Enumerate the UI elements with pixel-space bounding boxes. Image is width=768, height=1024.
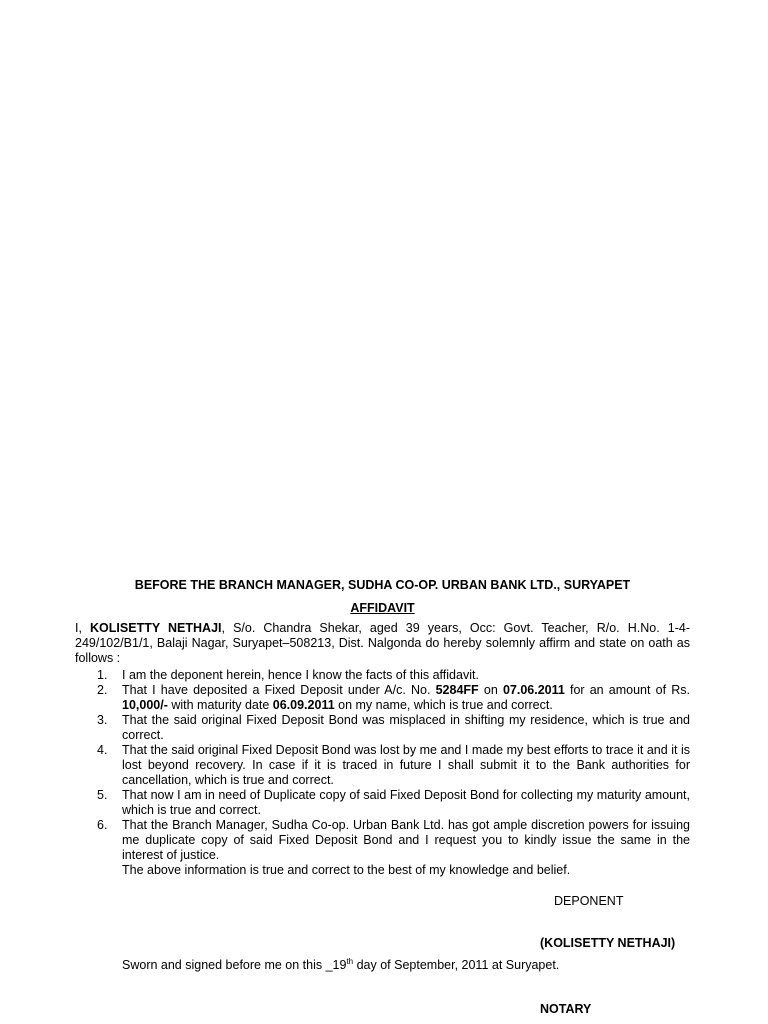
item-text: on <box>478 683 503 697</box>
item-number: 5. <box>97 788 108 802</box>
sworn-text-before: Sworn and signed before me on this _19 <box>122 958 347 972</box>
document-heading: BEFORE THE BRANCH MANAGER, SUDHA CO-OP. URBAN BANK LTD., SURYAPET <box>134 578 631 592</box>
affidavit-body <box>75 577 690 878</box>
sworn-text-after: day of September, 2011 at Suryapet. <box>353 958 560 972</box>
notary-label: NOTARY <box>540 1002 592 1016</box>
sworn-statement <box>122 958 559 973</box>
item-text: That the said original Fixed Deposit Bond was misplaced in shifting my residence, which is true and correct. <box>122 713 690 742</box>
intro-paragraph <box>75 621 690 666</box>
deponent-label: DEPONENT <box>554 894 624 908</box>
closing-statement: The above information is true and correct to the best of my knowledge and belief. <box>122 863 571 877</box>
item-text: I am the deponent herein, hence I know the facts of this affidavit. <box>122 668 479 682</box>
maturity-date: 06.09.2011 <box>272 698 335 712</box>
intro-rest: , S/o. Chandra Shekar, aged 39 years, Occ: Govt. Teacher, R/o. H.No. 1-4-249/102/B1/1, Balaji Nagar, Suryapet–508213, Dist. Nalgonda do hereby solemnly affirm and state on oath as follows : <box>75 621 690 665</box>
list-item <box>75 788 690 818</box>
item-text: with maturity date <box>167 698 273 712</box>
account-number: 5284FF <box>435 683 479 697</box>
item-number: 1. <box>97 668 108 682</box>
statement-list <box>75 668 690 863</box>
list-item <box>75 683 690 713</box>
item-text: That the said original Fixed Deposit Bond was lost by me and I made my best efforts to trace it and it is lost beyond recovery. In case if it is traced in future I shall submit it to the Bank authorities for cancellation, which is true and correct. <box>122 743 690 787</box>
deposit-amount: 10,000/- <box>122 698 168 712</box>
item-number: 6. <box>97 818 108 832</box>
list-item <box>75 818 690 863</box>
deposit-date: 07.06.2011 <box>502 683 565 697</box>
item-number: 4. <box>97 743 108 757</box>
ordinal-suffix: th <box>346 957 354 966</box>
item-text: That now I am in need of Duplicate copy of said Fixed Deposit Bond for collecting my maturity amount, which is true and correct. <box>122 788 690 817</box>
deponent-signature-name: (KOLISETTY NETHAJI) <box>540 936 676 950</box>
document-title: AFFIDAVIT <box>350 601 415 615</box>
item-number: 3. <box>97 713 108 727</box>
intro-prefix: I, <box>75 621 91 635</box>
item-text: on my name, which is true and correct. <box>334 698 553 712</box>
item-text: for an amount of Rs. <box>564 683 690 697</box>
list-item <box>75 668 690 683</box>
item-number: 2. <box>97 683 108 697</box>
list-item <box>75 743 690 788</box>
list-item <box>75 713 690 743</box>
item-text: That I have deposited a Fixed Deposit under A/c. No. <box>122 683 436 697</box>
deponent-name-inline: KOLISETTY NETHAJI <box>90 621 222 635</box>
item-text: That the Branch Manager, Sudha Co-op. Urban Bank Ltd. has got ample discretion powers for issuing me duplicate copy of said Fixed Deposit Bond and I request you to kindly issue the same in the interest of justice. <box>122 818 690 862</box>
